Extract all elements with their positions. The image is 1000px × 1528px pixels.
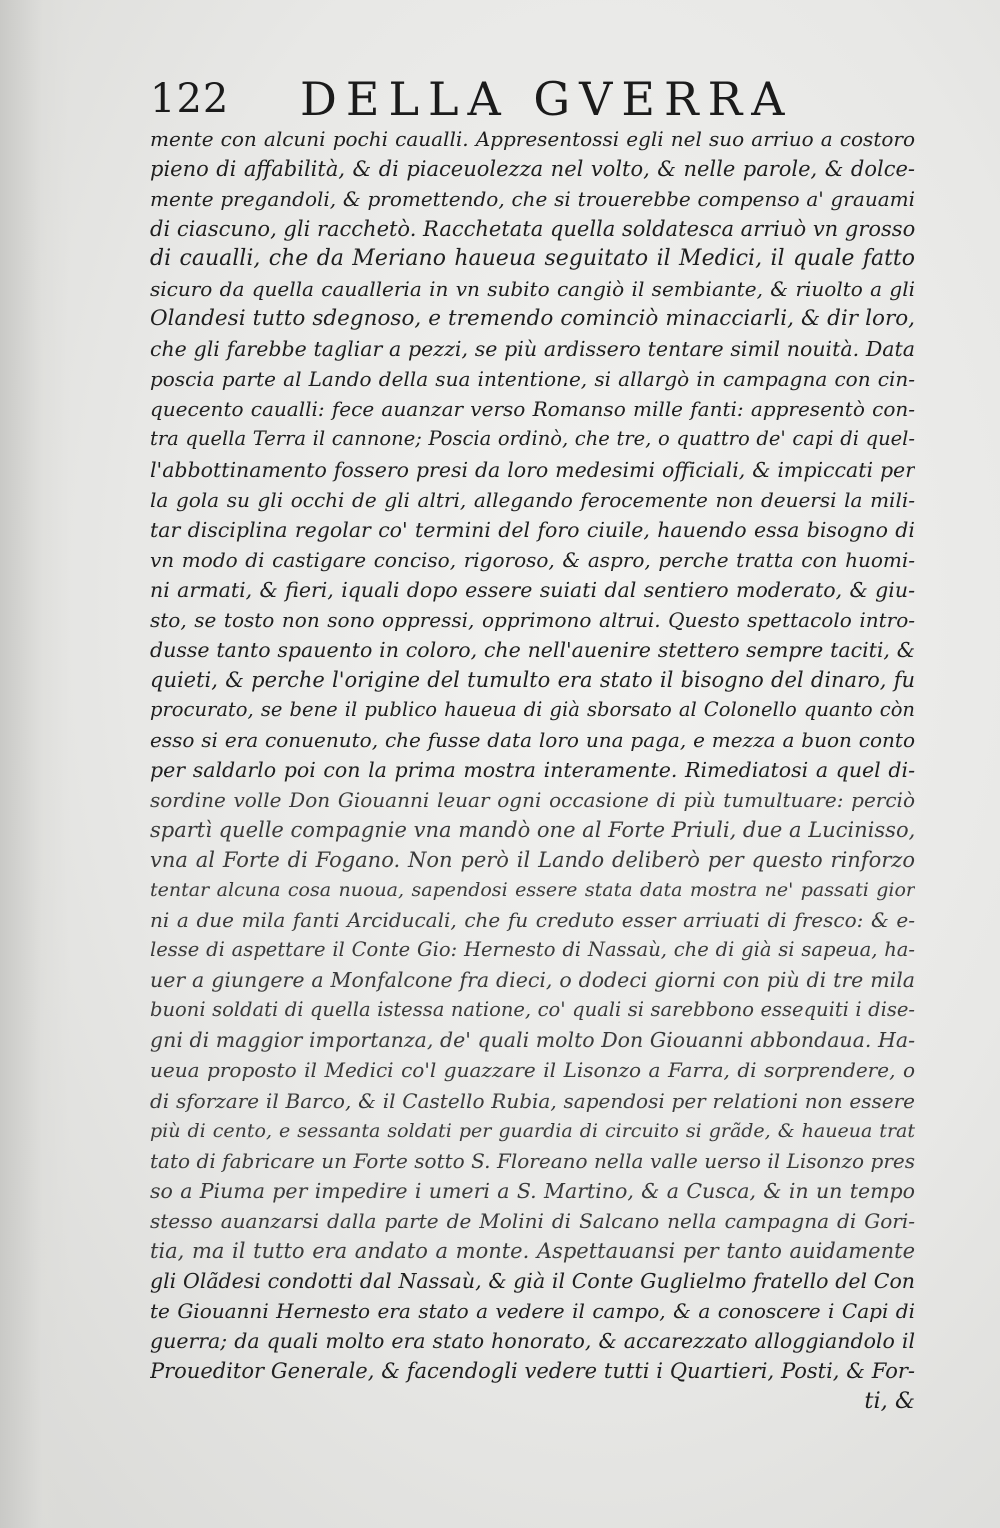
text-line: poscia parte al Lando della sua intentione, si allargò in campagna con cin- (150, 367, 915, 392)
body-text (150, 124, 915, 1416)
text-line: esso si era conuenuto, che fusse data loro una paga, e mezza a buon conto (150, 727, 915, 752)
text-line: mente con alcuni pochi caualli. Appresentossi egli nel suo arriuo a costoro (150, 127, 915, 151)
text-line: di sforzare il Barco, & il Castello Rubia, sapendosi per relationi non essere (150, 1088, 915, 1113)
text-line: quecento caualli: fece auanzar verso Romanso mille fanti: appresentò con- (150, 397, 915, 422)
running-head: DELLA GVERRA (300, 72, 794, 126)
text-line: quieti, & perche l'origine del tumulto era stato il bisogno del dinaro, fu (150, 667, 915, 692)
text-line: te Giouanni Hernesto era stato a vedere il campo, & a conoscere i Capi di (150, 1298, 915, 1323)
text-line: buoni soldati di quella istessa natione, co' quali si sarebbono essequiti i dise- (150, 998, 915, 1022)
text-line: pieno di affabilità, & di piaceuolezza nel volto, & nelle parole, & dolce- (150, 157, 915, 182)
text-line: so a Piuma per impedire i umeri a S. Martino, & a Cusca, & in un tempo (150, 1178, 915, 1203)
text-line: più di cento, e sessanta soldati per guardia di circuito si grãde, & haueua trat (150, 1119, 915, 1142)
text-line: tar disciplina regolar co' termini del foro ciuile, hauendo essa bisogno di (150, 517, 915, 542)
text-line: spartì quelle compagnie vna mandò one al Forte Priuli, due a Lucinisso, (150, 818, 915, 843)
text-line: gli Olãdesi condotti dal Nassaù, & già il Conte Guglielmo fratello del Con (150, 1268, 915, 1293)
text-line: stesso auanzarsi dalla parte de Molini di Salcano nella campagna di Gori- (150, 1208, 915, 1233)
text-line: ueua proposto il Medici co'l guazzare il Lisonzo a Farra, di sorprendere, o (150, 1058, 915, 1083)
catchword-line: ti, & (864, 1387, 915, 1414)
text-line: tato di fabricare un Forte sotto S. Floreano nella valle uerso il Lisonzo pres (150, 1148, 915, 1173)
text-line: sicuro da quella caualleria in vn subito cangiò il sembiante, & riuolto a gli (150, 277, 915, 302)
text-line: Olandesi tutto sdegnoso, e tremendo cominciò minacciarli, & dir loro, (150, 306, 915, 332)
text-line: che gli farebbe tagliar a pezzi, se più ardissero tentare simil nouità. Data (150, 337, 915, 362)
text-line: gni di maggior importanza, de' quali molto Don Giouanni abbondaua. Ha- (150, 1028, 915, 1053)
text-line: lesse di aspettare il Conte Gio: Hernesto di Nassaù, che di già si sapeua, ha- (150, 938, 915, 962)
text-line: tentar alcuna cosa nuoua, sapendosi essere stata data mostra ne' passati gior (150, 879, 915, 902)
text-line: l'abbottinamento fossero presi da loro medesimi officiali, & impiccati per (150, 457, 915, 482)
text-line: sordine volle Don Giouanni leuar ogni occasione di più tumultuare: perciò (150, 788, 915, 813)
text-line: guerra; da quali molto era stato honorato, & accarezzato alloggiandolo il (150, 1328, 915, 1353)
text-line: la gola su gli occhi de gli altri, allegando ferocemente non deuersi la mili- (150, 487, 915, 512)
text-line: tra quella Terra il cannone; Poscia ordinò, che tre, o quattro de' capi di quel- (150, 427, 915, 451)
text-line: uer a giungere a Monfalcone fra dieci, o dodeci giorni con più di tre mila (150, 968, 915, 993)
text-line: vna al Forte di Fogano. Non però il Lando deliberò per questo rinforzo (150, 848, 915, 873)
text-line: dusse tanto spauento in coloro, che nell'auenire stettero sempre taciti, & (150, 637, 915, 662)
text-line: procurato, se bene il publico haueua di già sborsato al Colonello quanto còn (150, 697, 915, 721)
text-line: mente pregandoli, & promettendo, che si trouerebbe compenso a' grauami (150, 187, 915, 212)
page-number: 122 (150, 76, 230, 122)
text-line: ni a due mila fanti Arciducali, che fu creduto esser arriuati di fresco: & e- (150, 908, 915, 933)
text-line: per saldarlo poi con la prima mostra interamente. Rimediatosi a quel di- (150, 757, 915, 782)
text-line: di ciascuno, gli racchetò. Racchetata quella soldatesca arriuò vn grosso (150, 217, 915, 242)
text-line: ni armati, & fieri, iquali dopo essere suiati dal sentiero moderato, & giu- (150, 577, 915, 602)
text-line: vn modo di castigare conciso, rigoroso, & aspro, perche tratta con huomi- (150, 547, 915, 572)
text-line: tia, ma il tutto era andato a monte. Aspettauansi per tanto auidamente (150, 1238, 915, 1263)
text-line: di caualli, che da Meriano haueua seguitato il Medici, il quale fatto (150, 246, 915, 272)
page-header (150, 70, 920, 128)
text-line: Proueditor Generale, & facendogli vedere tutti i Quartieri, Posti, & For- (150, 1358, 915, 1383)
text-line: sto, se tosto non sono oppressi, opprimono altrui. Questo spettacolo intro- (150, 607, 915, 632)
spine-shadow (0, 0, 70, 1528)
